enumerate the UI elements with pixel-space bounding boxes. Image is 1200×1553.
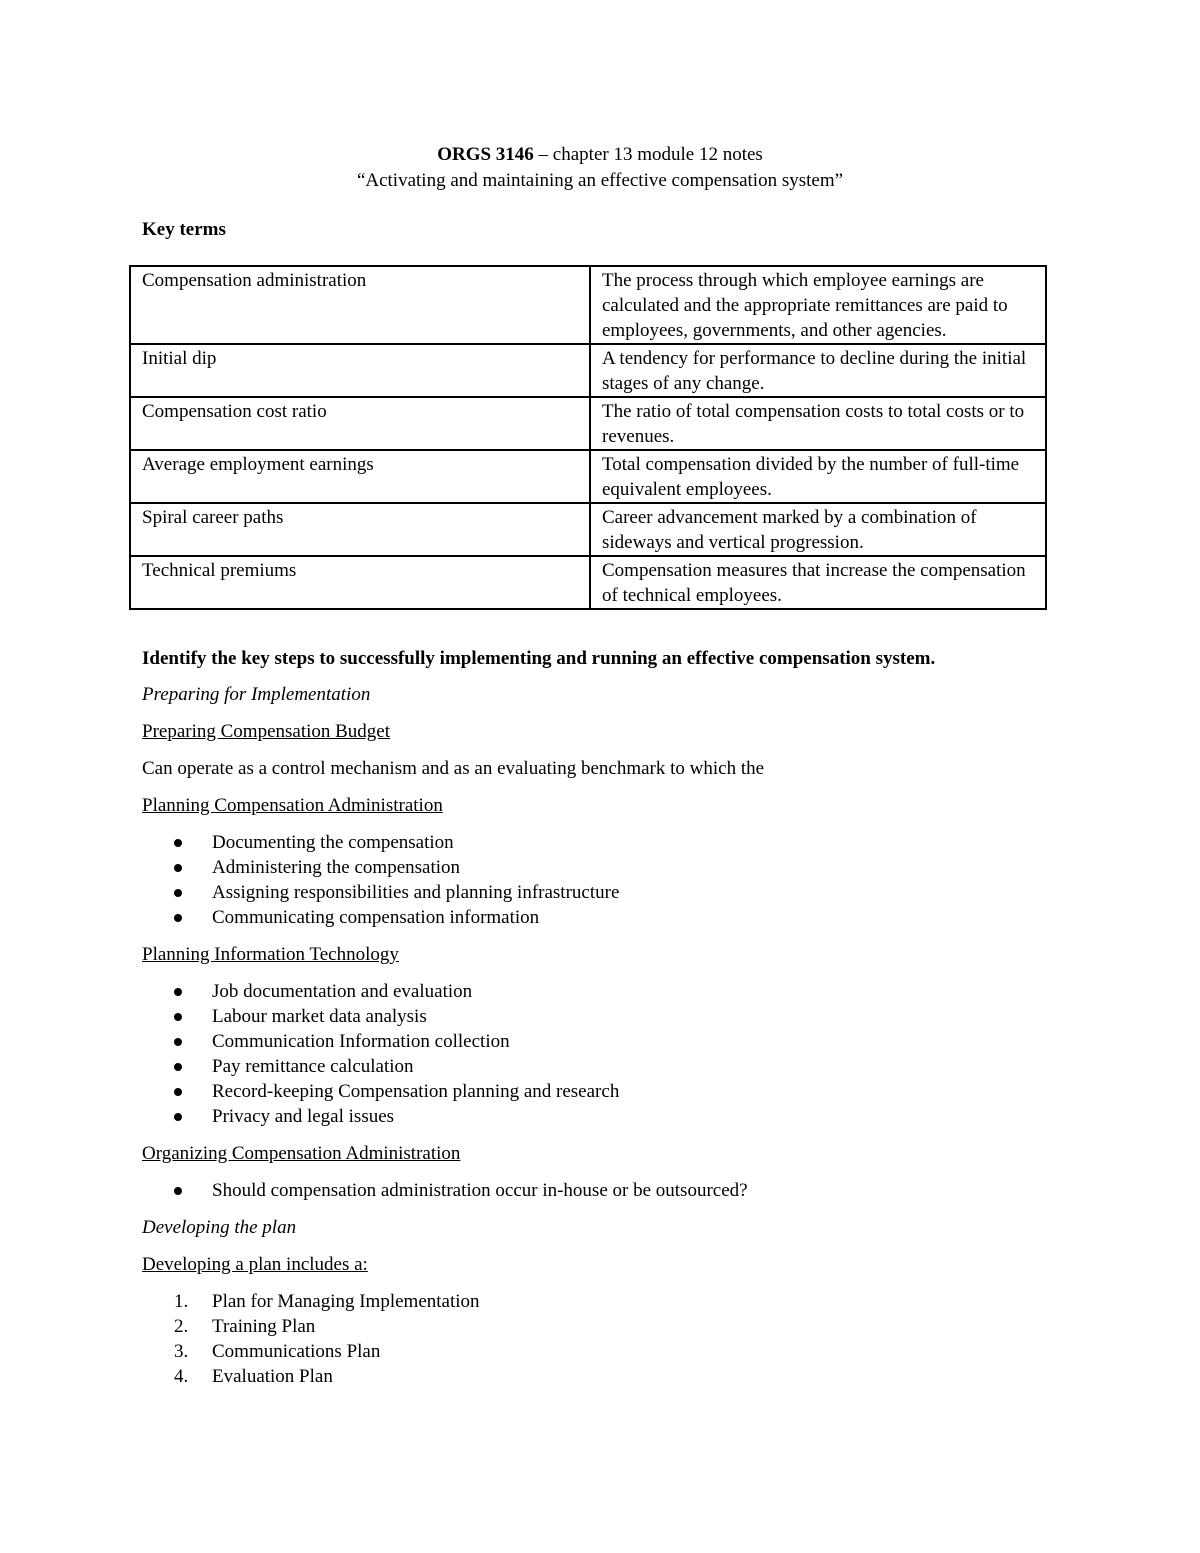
list-item-text: Plan for Managing Implementation [212, 1291, 480, 1312]
bullet-icon [174, 1063, 182, 1071]
bullet-icon [174, 1013, 182, 1021]
term-cell: Initial dip [130, 344, 590, 397]
definition-cell: The ratio of total compensation costs to total costs or to revenues. [590, 397, 1046, 450]
definition-cell: The process through which employee earnings are calculated and the appropriate remittances are paid to employees, governments, and other agencies. [590, 266, 1046, 344]
list-item [142, 1004, 1062, 1029]
sub-heading-organizing: Organizing Compensation Administration [142, 1143, 461, 1164]
list-number: 4. [174, 1366, 189, 1387]
bullet-icon [174, 1038, 182, 1046]
list-item-text: Assigning responsibilities and planning infrastructure [212, 882, 620, 903]
definition-cell: A tendency for performance to decline during the initial stages of any change. [590, 344, 1046, 397]
bullet-icon [174, 1113, 182, 1121]
list-item-text: Pay remittance calculation [212, 1056, 414, 1077]
definition-cell: Compensation measures that increase the compensation of technical employees. [590, 556, 1046, 609]
bullet-icon [174, 864, 182, 872]
document-title [0, 142, 1200, 168]
list-item-text: Administering the compensation [212, 857, 461, 878]
list-item-text: Documenting the compensation [212, 832, 454, 853]
table-row [130, 556, 1046, 609]
document-title-block [0, 142, 1200, 194]
organizing-list [142, 1178, 1062, 1203]
body-content [142, 646, 1062, 1401]
list-number: 2. [174, 1316, 189, 1337]
table-row [130, 450, 1046, 503]
list-item [142, 830, 1062, 855]
list-item-text: Labour market data analysis [212, 1006, 427, 1027]
key-terms-table [129, 265, 1047, 610]
table-row [130, 397, 1046, 450]
term-cell: Spiral career paths [130, 503, 590, 556]
bullet-icon [174, 1088, 182, 1096]
list-item-text: Job documentation and evaluation [212, 981, 473, 1002]
list-item [142, 1314, 1062, 1339]
document-subtitle: “Activating and maintaining an effective compensation system” [356, 170, 844, 191]
list-item-text: Communications Plan [212, 1341, 381, 1362]
bullet-icon [174, 839, 182, 847]
list-item [142, 1054, 1062, 1079]
title-rest: – chapter 13 module 12 notes [533, 144, 763, 165]
list-item [142, 880, 1062, 905]
list-item-text: Evaluation Plan [212, 1366, 333, 1387]
section-heading-developing: Developing the plan [142, 1217, 297, 1238]
list-item-text: Should compensation administration occur in-house or be outsourced? [212, 1180, 748, 1201]
list-item-text: Record-keeping Compensation planning and research [212, 1081, 620, 1102]
list-item [142, 1178, 1062, 1203]
sub-heading-budget: Preparing Compensation Budget [142, 721, 391, 742]
term-cell: Average employment earnings [130, 450, 590, 503]
sub-heading-developing-plan: Developing a plan includes a: [142, 1254, 368, 1275]
bullet-icon [174, 889, 182, 897]
table-row [130, 266, 1046, 344]
bullet-icon [174, 988, 182, 996]
list-item-text: Communication Information collection [212, 1031, 510, 1052]
list-item [142, 905, 1062, 930]
list-item [142, 979, 1062, 1004]
list-item [142, 1029, 1062, 1054]
definition-cell: Total compensation divided by the number of full-time equivalent employees. [590, 450, 1046, 503]
table-row [130, 503, 1046, 556]
developing-plan-list [142, 1289, 1062, 1389]
section-heading-preparing: Preparing for Implementation [142, 684, 371, 705]
list-item [142, 1289, 1062, 1314]
list-item-text: Communicating compensation information [212, 907, 540, 928]
list-item [142, 1364, 1062, 1389]
bullet-icon [174, 1187, 182, 1195]
sub-heading-planning-admin: Planning Compensation Administration [142, 795, 443, 816]
bullet-icon [174, 914, 182, 922]
course-code: ORGS 3146 [437, 144, 534, 165]
list-item [142, 1104, 1062, 1129]
term-cell: Compensation cost ratio [130, 397, 590, 450]
list-number: 1. [174, 1291, 189, 1312]
key-terms-heading: Key terms [142, 219, 226, 240]
term-cell: Technical premiums [130, 556, 590, 609]
list-item [142, 1339, 1062, 1364]
definition-cell: Career advancement marked by a combination of sideways and vertical progression. [590, 503, 1046, 556]
budget-paragraph: Can operate as a control mechanism and as an evaluating benchmark to which the [142, 758, 765, 779]
list-number: 3. [174, 1341, 189, 1362]
term-cell: Compensation administration [130, 266, 590, 344]
list-item [142, 855, 1062, 880]
question-heading: Identify the key steps to successfully implementing and running an effective compensation system. [142, 648, 936, 669]
list-item-text: Privacy and legal issues [212, 1106, 395, 1127]
list-item-text: Training Plan [212, 1316, 316, 1337]
table-row [130, 344, 1046, 397]
sub-heading-planning-it: Planning Information Technology [142, 944, 399, 965]
list-item [142, 1079, 1062, 1104]
planning-admin-list [142, 830, 1062, 930]
planning-it-list [142, 979, 1062, 1129]
